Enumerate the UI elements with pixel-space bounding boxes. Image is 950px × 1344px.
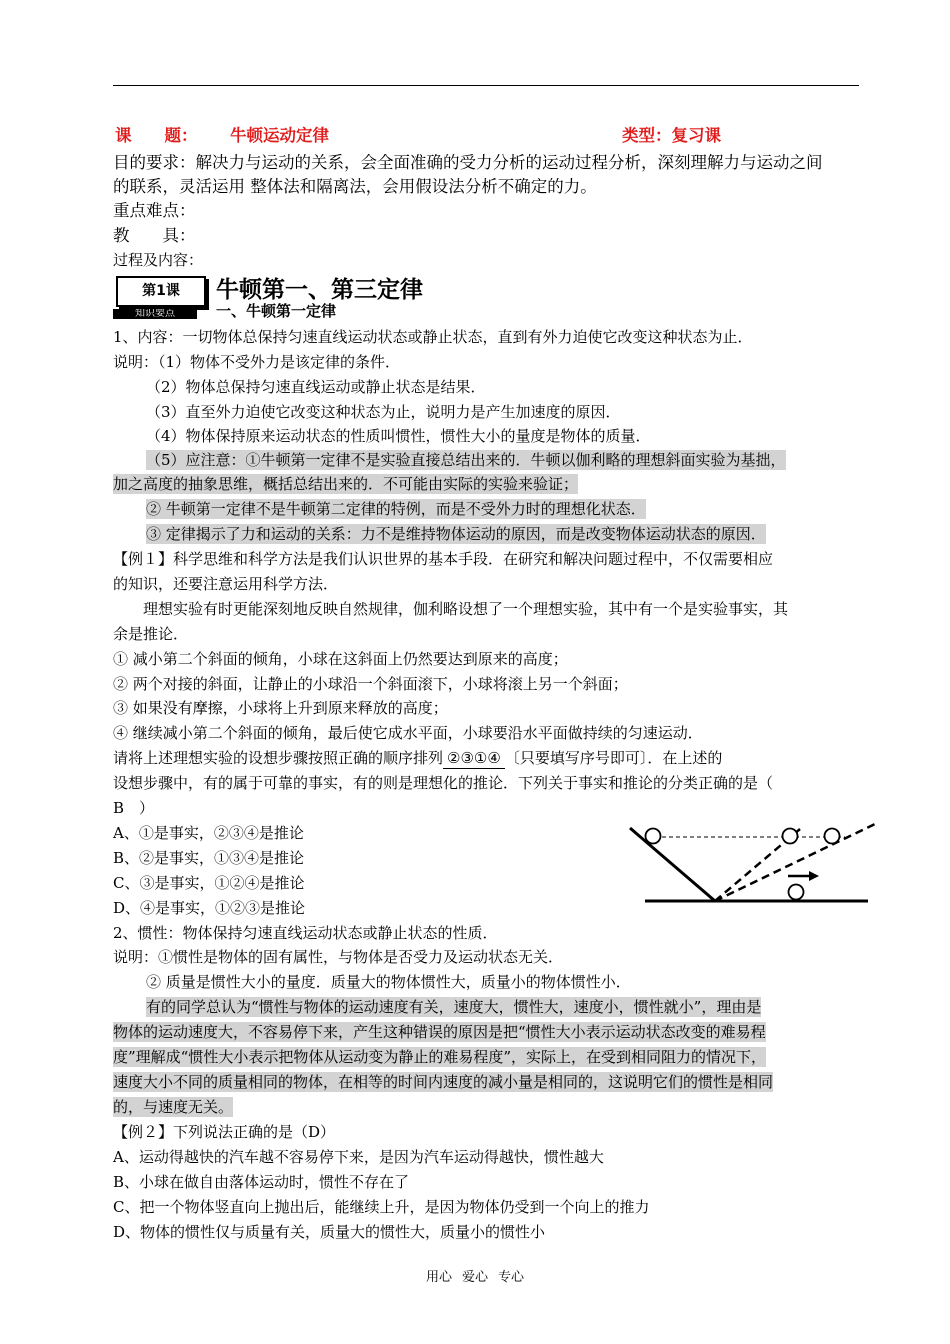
example1-intro-1: 【例１】科学思维和科学方法是我们认识世界的基本手段．在研究和解决问题过程中，不仅需要相应 — [113, 550, 774, 568]
example2-question: 【例２】下列说法正确的是（D） — [113, 1123, 336, 1141]
ball-steep — [783, 829, 798, 844]
example1-option-b: B、②是事实，①③④是推论 — [113, 849, 305, 867]
incline-left — [630, 828, 715, 901]
inertia-para-line-5: 的，与速度无关。 — [113, 1098, 234, 1116]
answer-blank: ②③①④ — [443, 748, 505, 769]
ball-gentle — [825, 829, 840, 844]
example1-answer: B ） — [113, 799, 155, 817]
ball-flat — [789, 885, 804, 900]
header-rule — [113, 85, 859, 86]
key-points-label: 重点难点： — [113, 201, 196, 220]
inertia-para-line-3: 度”理解成“惯性大小表示把物体从运动变为静止的难易程度”，实际上，在受到相同阻力的情况下， — [113, 1048, 767, 1066]
example1-question — [113, 748, 722, 769]
inertia-para-line-4: 速度大小不同的质量相同的物体，在相等的时间内速度的减小量是相同的，这说明它们的惯性是相同 — [113, 1073, 774, 1091]
section-title: 一、牛顿第一定律 — [216, 302, 337, 320]
example2-option-d: D、物体的惯性仅与质量有关，质量大的惯性大，质量小的惯性小 — [113, 1223, 546, 1241]
footer-word-3: 专心 — [498, 1270, 525, 1285]
inertia-definition: 2、惯性：物体保持匀速直线运动状态或静止状态的性质． — [113, 924, 498, 942]
inertia-para-line-2: 物体的运动速度大，不容易停下来，产生这种错误的原因是把“惯性大小表示运动状态改变的难易程 — [113, 1023, 766, 1041]
process-label: 过程及内容： — [113, 251, 204, 269]
goal-line-2: 的联系，灵活运用 整体法和隔离法，会用假设法分析不确定的力。 — [113, 177, 597, 196]
example2-option-a: A、运动得越快的汽车越不容易停下来，是因为汽车运动得越快，惯性越大 — [113, 1148, 604, 1166]
example1-step-2: ② 两个对接的斜面，让静止的小球沿一个斜面滚下，小球将滚上另一个斜面； — [113, 675, 628, 693]
footer-word-1: 用心 — [425, 1270, 452, 1285]
question-prefix: 请将上述理想实验的设想步骤按照正确的顺序排列 — [113, 749, 444, 767]
example1-question-2: 设想步骤中，有的属于可靠的事实，有的则是理想化的推论．下列关于事实和推论的分类正确的是（ — [113, 774, 774, 792]
law-note-5-3: ③ 定律揭示了力和运动的关系：力不是维持物体运动的原因，而是改变物体运动状态的原因． — [146, 525, 766, 543]
example1-option-c: C、③是事实，①②④是推论 — [113, 874, 305, 892]
law-note-5-line-1: （5）应注意：①牛顿第一定律不是实验直接总结出来的．牛顿以伽利略的理想斜面实验为基拙， — [146, 451, 786, 469]
law-note-5-line-2: 加之高度的抽象思维，概括总结出来的．不可能由实际的实验来验证； — [113, 475, 579, 493]
example1-para-1: 理想实验有时更能深刻地反映自然规律，伽利略设想了一个理想实验，其中有一个是实验事实，其 — [143, 600, 789, 618]
law-note-4: （4）物体保持原来运动状态的性质叫惯性，惯性大小的量度是物体的质量． — [146, 427, 651, 445]
ball-start — [646, 829, 661, 844]
inertia-para-line-1: 有的同学总认为“惯性与物体的运动速度有关，速度大，惯性大，速度小，惯性就小”，理由是 — [146, 998, 762, 1016]
page-footer — [0, 1266, 950, 1285]
example1-step-1: ① 减小第二个斜面的倾角，小球在这斜面上仍然要达到原来的高度； — [113, 650, 568, 668]
course-title: 牛顿运动定律 — [230, 126, 329, 145]
tools-label: 教 具： — [113, 226, 196, 245]
law-note-2: （2）物体总保持匀速直线运动或静止状态是结果． — [146, 378, 486, 396]
chapter-title: 牛顿第一、第三定律 — [216, 277, 423, 303]
lesson-type: 类型：复习课 — [622, 126, 721, 145]
example1-step-4: ④ 继续减小第二个斜面的倾角，最后使它成水平面，小球要沿水平面做持续的匀速运动． — [113, 724, 703, 742]
course-label: 课 题： — [115, 126, 198, 145]
example1-intro-2: 的知识，还要注意运用科学方法． — [113, 575, 339, 593]
knowledge-tab: 知识要点 — [113, 309, 197, 319]
law-note-3: （3）直至外力迫使它改变这种状态为止，说明力是产生加速度的原因． — [146, 403, 621, 421]
example1-para-2: 余是推论． — [113, 625, 189, 643]
footer-word-2: 爱心 — [461, 1270, 488, 1285]
lesson-badge: 第1课 — [116, 276, 206, 307]
motion-arrow-head — [809, 871, 819, 881]
example2-option-c: C、把一个物体竖直向上抛出后，能继续上升，是因为物体仍受到一个向上的推力 — [113, 1198, 650, 1216]
inertia-note-2: ② 质量是惯性大小的量度．质量大的物体惯性大，质量小的物体惯性小． — [146, 973, 631, 991]
question-suffix: 〔只要填写序号即可〕．在上述的 — [504, 749, 723, 767]
inclined-plane-diagram — [625, 818, 880, 908]
example1-option-d: D、④是事实，①②③是推论 — [113, 899, 306, 917]
inertia-note-1: 说明：①惯性是物体的固有属性，与物体是否受力及运动状态无关． — [113, 948, 564, 966]
example1-option-a: A、①是事实，②③④是推论 — [113, 824, 304, 842]
law-content: 1、内容：一切物体总保持匀速直线运动状态或静止状态，直到有外力迫使它改变这种状态为止． — [113, 328, 753, 346]
goal-line-1: 目的要求：解决力与运动的关系，会全面准确的受力分析的运动过程分析，深刻理解力与运动之间 — [113, 153, 823, 172]
example1-step-3: ③ 如果没有摩擦，小球将上升到原来释放的高度； — [113, 699, 448, 717]
law-note-1: 说明：（1）物体不受外力是该定律的条件． — [113, 353, 401, 371]
example2-option-b: B、小球在做自由落体运动时，惯性不存在了 — [113, 1173, 410, 1191]
law-note-5-2: ② 牛顿第一定律不是牛顿第二定律的特例，而是不受外力时的理想化状态． — [146, 500, 646, 518]
